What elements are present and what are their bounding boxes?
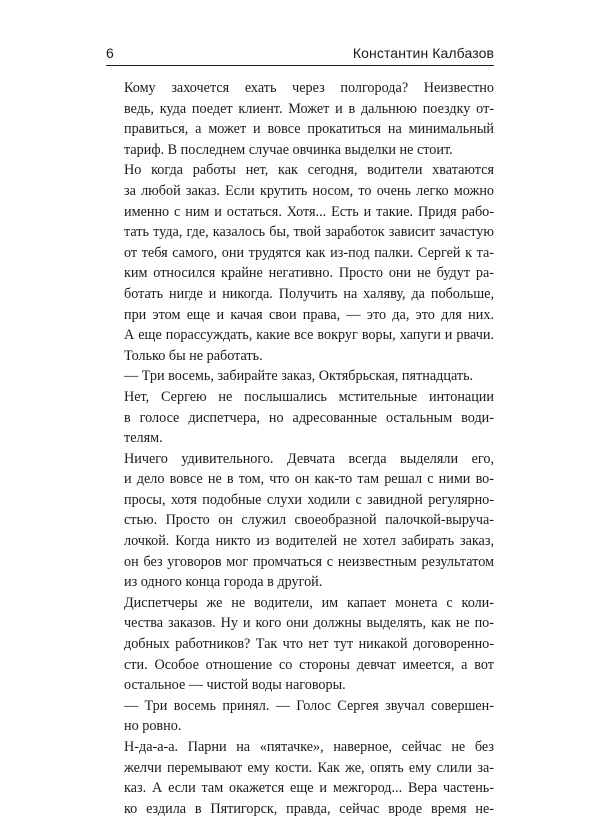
text-line: ведь, куда поедет клиент. Может и в дальнюю поездку от-: [124, 100, 494, 117]
text-line: за любой заказ. Если крутить носом, то очень легко можно: [124, 182, 494, 199]
paragraph: [106, 696, 494, 737]
text-line: из одного конца города в другой.: [124, 574, 323, 591]
text-line: но ровно.: [124, 718, 182, 735]
page-number: 6: [106, 45, 114, 61]
text-line: — Три восемь принял. — Голос Сергея звучал совершен-: [124, 697, 494, 714]
text-line: стью. Просто он служил своеобразной палочкой-выруча-: [124, 512, 494, 529]
text-line: телям.: [124, 430, 163, 447]
text-line: и дело вовсе не в том, что он как-то там решал с ними во-: [124, 471, 494, 488]
paragraph: [106, 593, 494, 696]
book-page: [106, 44, 494, 819]
running-header: [106, 44, 494, 66]
text-line: добных работников? Так что нет тут никакой договоренно-: [124, 636, 494, 653]
text-line: Диспетчеры же не водители, им капает монета с коли-: [124, 594, 494, 611]
text-line: А еще порассуждать, какие все вокруг воры, хапуги и рвачи.: [124, 327, 494, 344]
author-name: Константин Калбазов: [352, 45, 494, 61]
text-line: от тебя самого, они трудятся как из-под палки. Сергей к та-: [124, 244, 494, 261]
paragraph: [106, 366, 494, 387]
text-line: ботать нигде и никогда. Получить на халяву, да побольше,: [124, 285, 494, 302]
text-line: Но когда работы нет, как сегодня, водители хватаются: [124, 162, 494, 179]
text-line: тариф. В последнем случае овчинка выделки не стоит.: [124, 141, 453, 158]
paragraph: [106, 737, 494, 819]
text-line: Только бы не работать.: [124, 347, 263, 364]
text-line: ко ездила в Пятигорск, правда, сейчас вроде время не-: [124, 800, 494, 817]
text-line: каз. А если там окажется еще и межгород... Вера частень-: [124, 780, 494, 797]
text-line: Ничего удивительного. Девчата всегда выделяли его,: [124, 450, 494, 467]
text-line: лочкой. Когда никто из водителей не хотел забирать заказ,: [124, 533, 494, 550]
text-line: Нет, Сергею не послышались мстительные интонации: [124, 388, 494, 405]
text-line: Кому захочется ехать через полгорода? Неизвестно: [124, 80, 494, 96]
text-line: остальное — чистой воды наговоры.: [124, 677, 346, 694]
text-line: желчи перемывают ему кости. Как же, опять ему слили за-: [124, 759, 494, 776]
paragraph: [106, 449, 494, 593]
paragraph: [106, 387, 494, 449]
text-line: просы, хотя подобные слухи ходили с завидной регулярно-: [124, 491, 494, 508]
text-line: ким относился крайне негативно. Просто они не будут ра-: [124, 265, 494, 282]
text-line: сти. Особое отношение со стороны девчат имеется, а вот: [124, 656, 494, 673]
text-line: — Три восемь, забирайте заказ, Октябрьская, пятнадцать.: [124, 368, 474, 385]
text-line: именно с ним и остаться. Хотя... Есть и такие. Придя рабо-: [124, 203, 494, 220]
paragraph: [106, 78, 494, 160]
text-line: правиться, а может и вовсе прокатиться на минимальный: [124, 121, 494, 138]
text-line: Н-да-а-а. Парни на «пятачке», наверное, сейчас не без: [124, 739, 494, 755]
text-line: он без уговоров мог промчаться с неизвестным результатом: [124, 553, 494, 570]
text-line: тать туда, где, казалось бы, твой заработок зависит зачастую: [124, 224, 494, 241]
text-line: чества заказов. Ну и кого они должны выделять, как не по-: [124, 615, 494, 632]
paragraph: [106, 160, 494, 366]
text-line: при этом еще и качая свои права, — это да, это для них.: [124, 306, 494, 323]
text-line: в голосе диспетчера, но адресованные остальным води-: [124, 409, 494, 426]
body-text: [106, 78, 494, 819]
